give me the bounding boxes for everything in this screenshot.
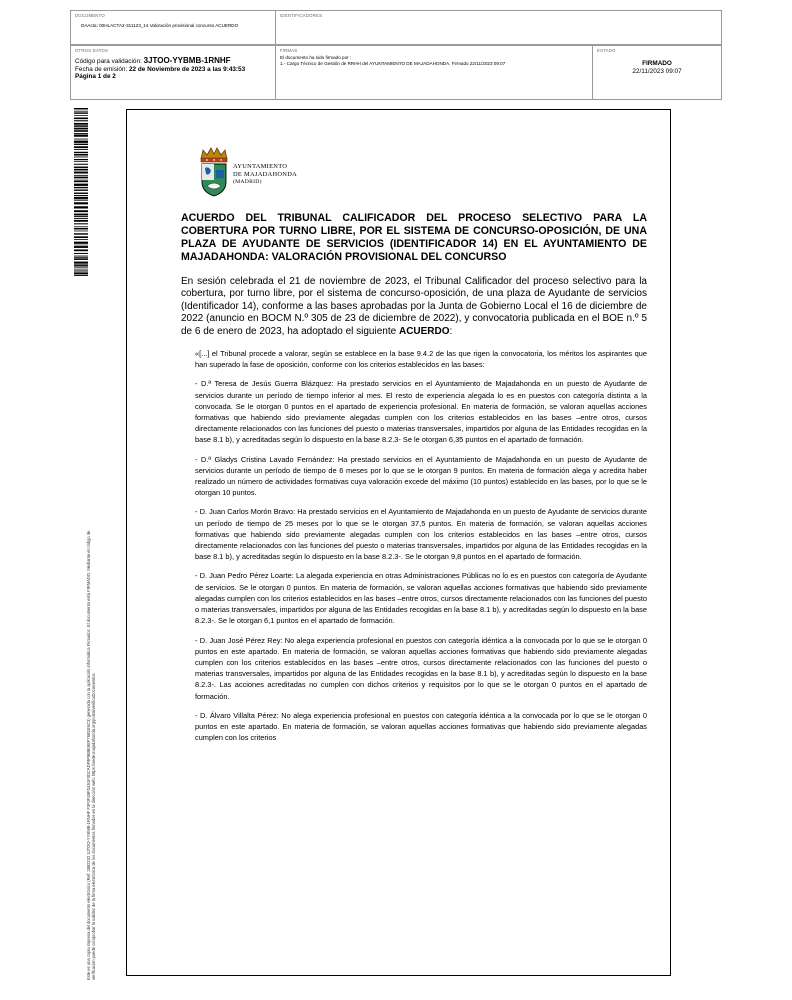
barcode-bar xyxy=(74,154,88,156)
barcode-bar xyxy=(74,187,88,188)
barcode-bar xyxy=(74,210,88,212)
barcode-bar xyxy=(74,175,88,176)
candidate-paragraph: - D. Álvaro Villalta Pérez: No alega experiencia profesional en puestos con categoría idéntica a la convocada por lo que se le otorgan 0 puntos en este apartado. En materia de formación, se valoran aquellas acciones formativas que habiendo sido previamente alegadas cumplen con los criterios xyxy=(195,710,647,743)
barcode-bar xyxy=(74,169,88,171)
barcode-bar xyxy=(74,167,88,168)
barcode-bar xyxy=(74,172,88,174)
documento-value: DAActa: 00HLACTA2-311123_14 Valoración provisional concurso ACUERDO xyxy=(81,23,239,28)
documento-cell xyxy=(70,10,276,45)
estado-status xyxy=(597,60,717,75)
barcode-bar xyxy=(74,262,88,264)
barcode-bar xyxy=(74,233,88,234)
fecha-label: Fecha de emisión: xyxy=(75,65,128,73)
barcode-bar xyxy=(74,146,88,148)
barcode-bar xyxy=(74,120,88,121)
barcode-bar xyxy=(74,130,88,132)
ayuntamiento-logo xyxy=(197,146,317,198)
barcode-bar xyxy=(74,134,88,136)
barcode-bar xyxy=(74,242,88,244)
firmas-cell xyxy=(275,45,593,100)
barcode-bar xyxy=(74,202,88,204)
barcode-bar xyxy=(74,179,88,180)
identificadores-cell xyxy=(275,10,722,45)
barcode-bar xyxy=(74,257,88,258)
firmas-label: FIRMAS xyxy=(280,48,298,53)
side-text-line2: verificación puede comprobar la validez de la firma electrónica de los documentos firmados en la dirección web: https://sede.majadahonda.org/portal/verificaDocumentos xyxy=(91,673,97,980)
barcode-bar xyxy=(74,189,88,190)
document-title: ACUERDO DEL TRIBUNAL CALIFICADOR DEL PROCESO SELECTIVO PARA LA COBERTURA POR TURNO LIBRE, POR EL SISTEMA DE CONCURSO-OPOSICIÓN, DE UNA PLAZA DE AYUDANTE DE SERVICIOS (IDENTIFICADOR 14) EN EL AYUNTAMIENTO DE MAJADAHONDA: VALORACIÓN PROVISIONAL DEL CONCURSO xyxy=(181,212,647,263)
otros-datos-label: OTROS DATOS xyxy=(75,48,109,53)
barcode-bar xyxy=(74,197,88,199)
barcode-bar xyxy=(74,184,88,186)
estado-value: FIRMADO xyxy=(642,60,672,67)
barcode-bar xyxy=(74,275,88,276)
barcode-bar xyxy=(74,266,88,267)
barcode-bar xyxy=(74,112,88,113)
document-content xyxy=(181,212,647,751)
candidate-paragraph: - D. Juan Carlos Morón Bravo: Ha prestado servicios en el Ayuntamiento de Majadahonda en un puesto de Ayudante de servicios durante un período de tiempo de 25 meses por lo que se le otorgan 37,5 puntos. En materia de formación, se valoran aquellas acciones formativas que habiendo sido previamente alegadas cumplen con los criterios establecidos en las bases –entre otros, cursos directamente relacionados con las funciones del puesto o materias transversales, impartidos por alguna de las Entidades recogidas en la base 8.1 b), y acreditadas según lo dispuesto en la base 8.2.3-. Se le otorgan 9,8 puntos en el apartado de formación. xyxy=(195,507,647,562)
quoted-block xyxy=(195,348,647,743)
intro-text: En sesión celebrada el 21 de noviembre de 2023, el Tribunal Calificador del proceso selectivo para la cobertura, por turno libre, por el sistema de concurso-oposición, de una plaza de Ayudante de servicios (Identificador 14), conforme a las bases aprobadas por la Junta de Gobierno Local el 16 de diciembre de 2022 (anuncio en BOCM N.º 305 de 23 de diciembre de 2022), y convocatoria publicada en el BOE n.º 5 de 6 de enero de 2023, ha adoptado el siguiente xyxy=(181,276,647,337)
coat-of-arms-icon xyxy=(197,146,231,198)
barcode-bar xyxy=(74,193,88,194)
barcode-bar xyxy=(74,200,88,201)
barcode-bar xyxy=(74,231,88,232)
barcode-bar xyxy=(74,195,88,196)
barcode-bar xyxy=(74,239,88,240)
barcode-bar xyxy=(74,152,88,153)
fecha-emision xyxy=(75,66,271,74)
barcode-bar xyxy=(74,216,88,217)
barcode-bar xyxy=(74,245,88,246)
logo-line1: AYUNTAMIENTO xyxy=(233,163,288,170)
barcode-bar xyxy=(74,141,88,143)
logo-line2: DE MAJADAHONDA xyxy=(233,171,298,178)
barcode-bar xyxy=(74,258,88,260)
barcode xyxy=(74,108,88,276)
barcode-bar xyxy=(74,149,88,150)
intro-end: : xyxy=(449,325,453,337)
side-verification-text xyxy=(86,290,96,980)
codigo-label: Código para validación: xyxy=(75,58,142,65)
intro-keyword: ACUERDO xyxy=(398,325,450,337)
barcode-bar xyxy=(74,133,88,134)
documento-label: DOCUMENTO xyxy=(75,13,105,18)
barcode-bar xyxy=(74,180,88,182)
barcode-bar xyxy=(74,117,88,119)
barcode-bar xyxy=(74,128,88,130)
barcode-bar xyxy=(74,125,88,126)
side-text-line1: Este es una copia impresa del documento electrónico (Ref: 2882232 3JTOO-YYBMB-1RNHF F3F0F49FD451F0DCADF9F9B9E8EF76B1E5C3) generada con la aplicación informática Firmadoc. El documento está FIRMADO. Mediante el código de xyxy=(86,530,91,980)
barcode-bar xyxy=(74,220,88,222)
barcode-bar xyxy=(74,157,88,158)
estado-label: ESTADO xyxy=(597,48,616,53)
barcode-bar xyxy=(74,226,88,227)
barcode-bar xyxy=(74,223,88,224)
barcode-bar xyxy=(74,159,88,160)
barcode-bar xyxy=(74,269,88,270)
document-page xyxy=(126,109,671,976)
codigo-value[interactable]: 3JTOO-YYBMB-1RNHF xyxy=(143,56,231,65)
barcode-bar xyxy=(74,236,88,238)
barcode-bar xyxy=(74,161,88,162)
barcode-bar xyxy=(74,123,88,125)
quote-intro: «[...] el Tribunal procede a valorar, según se establece en la base 9.4.2 de las que rigen la convocatoria, los méritos los aspirantes que han superado la fase de oposición, conforme con los criterios establecidos en las bases: xyxy=(195,349,647,370)
intro-paragraph xyxy=(181,276,647,338)
candidate-paragraph: - D.ª Teresa de Jesús Guerra Blázquez: Ha prestado servicios en el Ayuntamiento de Majadahonda en un puesto de Ayudante de servicios durante un período de tiempo inferior al mes. El resto de experiencia alegada lo es en puestos con categoría distinta a la convocada. Se le otorgan 0 puntos en el apartado de experiencia profesional. En materia de formación, se valoran aquellas acciones formativas que habiendo sido previamente alegadas cumplen con los criterios establecidos en las bases –entre otros, cursos directamente relacionados con las funciones del puesto o materias transversales, impartidos por alguna de las Entidades recogidas en la base 8.1 b), y acreditadas según lo dispuesto en la base 8.2.3- Se le otorgan 6,35 puntos en el apartado de formación. xyxy=(195,379,647,445)
barcode-bar xyxy=(74,164,88,165)
barcode-bar xyxy=(74,115,88,116)
barcode-bar xyxy=(74,272,88,274)
page-count: Página 1 de 2 xyxy=(75,73,116,81)
barcode-bar xyxy=(74,228,88,230)
barcode-bar xyxy=(74,246,88,248)
barcode-bar xyxy=(74,206,88,208)
estado-cell xyxy=(592,45,722,100)
barcode-bar xyxy=(74,264,88,265)
barcode-bar xyxy=(74,249,88,251)
barcode-bar xyxy=(74,177,88,178)
logo-line3: (MADRID) xyxy=(233,179,262,185)
barcode-bar xyxy=(74,214,88,216)
barcode-bar xyxy=(74,270,88,271)
barcode-bar xyxy=(74,253,88,254)
codigo-validacion xyxy=(75,57,271,66)
candidate-paragraph: - D. Juan Pedro Pérez Loarte: La alegada experiencia en otras Administraciones Públicas no lo es en puestos con categoría de Ayudante de servicios. Se le otorgan 0 puntos. En materia de formación, se valoran aquellas acciones formativas que habiendo sido previamente alegadas cumplen con los criterios establecidos en las bases –entre otros, cursos directamente relacionados con las funciones del puesto o materias transversales, impartidos por alguna de las Entidades recogidas en la base 8.1 b), y acreditadas según lo dispuesto en la base 8.2.3-. Se le otorgan 6,1 puntos en el apartado de formación. xyxy=(195,571,647,626)
barcode-bar xyxy=(74,218,88,219)
barcode-bar xyxy=(74,139,88,140)
identificadores-label: IDENTIFICADORES xyxy=(280,13,323,18)
firmas-line1: El documento ha sido firmado por : xyxy=(280,55,352,60)
otros-datos-cell xyxy=(70,45,276,100)
candidate-paragraph: - D. Juan José Pérez Rey: No alega experiencia profesional en puestos con categoría idéntica a la convocada por lo que se le otorgan 0 puntos en este apartado. En materia de formación, se valoran aquellas acciones formativas que habiendo sido previamente alegadas cumplen con los criterios establecidos en las bases –entre otros, cursos directamente relacionados con las funciones del puesto o materias transversales, impartidos por alguna de las Entidades recogidas en la base 8.1 b), y acreditadas según lo dispuesto en la base 8.2.3-. Las acciones acreditadas no cumplen con dichos criterios y requisitos por lo que se le otorgan 0 puntos en el apartado de formación. xyxy=(195,635,647,701)
barcode-bar xyxy=(74,256,88,257)
barcode-bar xyxy=(74,108,88,109)
estado-date: 22/11/2023 09:07 xyxy=(632,67,682,75)
barcode-bar xyxy=(74,144,88,145)
candidate-paragraph: - D.ª Gladys Cristina Lavado Fernández: Ha prestado servicios en el Ayuntamiento de Majadahonda en un puesto de Ayudante de servicios durante un período de tiempo de 6 meses por lo que se le otorgan 9 puntos. En materia de formación alega y acredita haber realizado un número de actividades formativas cuya valoración excede del máximo (10 puntos) establecido en las bases, por lo que se le otorgan 10 puntos. xyxy=(195,454,647,498)
barcode-bar xyxy=(74,111,88,112)
firmas-line2: 1.- Cargo Técnico de Gestión de RRHH del AYUNTAMIENTO DE MAJADAHONDA. Firmado 22/11/2023 09:07 xyxy=(280,61,506,66)
fecha-value: 22 de Noviembre de 2023 a las 9:43:53 xyxy=(129,65,246,73)
